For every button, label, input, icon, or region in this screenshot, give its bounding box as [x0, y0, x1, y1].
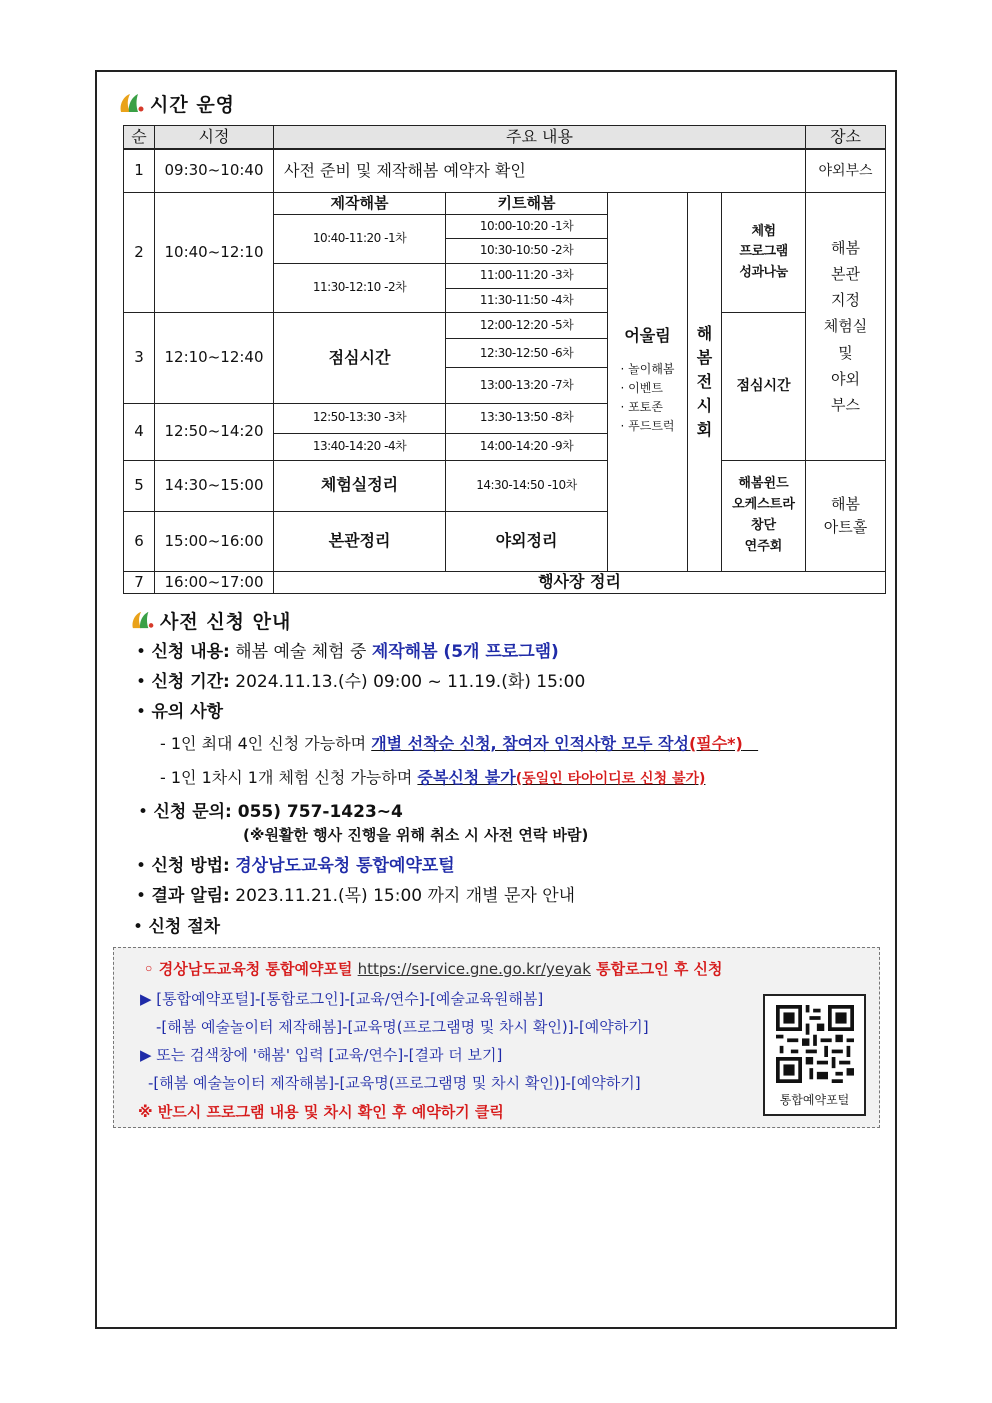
kit-slot: 14:30-14:50 -10차	[446, 460, 608, 511]
make-slot: 10:40-11:20 -1차	[274, 215, 446, 264]
bullet-steps: • 신청 절차	[133, 917, 221, 937]
procedure-line-3: -[해봄 예술놀이터 제작해봄]-[교육명(프로그램명 및 차시 확인)]-[예약하기]	[156, 1018, 649, 1036]
table-row	[124, 193, 886, 215]
leaf-logo-icon	[118, 92, 144, 119]
content-highlight: 제작해봄 (5개 프로그램)	[371, 642, 559, 662]
make-cleanup: 체험실정리	[274, 460, 446, 511]
time-section-label: 시간 운영	[150, 94, 236, 116]
place-line: 야외	[831, 369, 861, 388]
note2-red: (동일인 타아이디로 신청 불가)	[515, 771, 706, 787]
eoullim-item: · 놀이해봄	[620, 361, 675, 376]
content-text: 해봄 예술 체험 중	[235, 642, 367, 662]
leaf-logo-icon	[130, 610, 154, 635]
place-line: 본관	[831, 264, 861, 283]
schedule-table	[123, 125, 886, 594]
concert-cell	[722, 460, 806, 571]
concert-line: 연주회	[744, 538, 783, 554]
eoullim-title: 어울림	[624, 326, 671, 346]
bullet-content: • 신청 내용: 해봄 예술 체험 중 제작해봄 (5개 프로그램)	[136, 642, 559, 662]
row-no: 4	[124, 403, 155, 460]
row-no: 7	[124, 571, 155, 593]
bullet-result: • 결과 알림: 2023.11.21.(목) 15:00 까지 개별 문자 안내	[136, 886, 576, 906]
exhibit-char: 해	[696, 324, 713, 343]
make-cleanup: 본관정리	[274, 511, 446, 571]
bullet-method: • 신청 방법: 경상남도교육청 통합예약포털	[136, 856, 455, 876]
procedure-line-5: -[해봄 예술놀이터 제작해봄]-[교육명(프로그램명 및 차시 확인)]-[예약하기]	[148, 1074, 641, 1092]
kit-slot: 13:00-13:20 -7차	[446, 368, 608, 403]
bullet-notes: • 유의 사항	[136, 702, 224, 722]
kit-cleanup: 야외정리	[446, 511, 608, 571]
eoullim-item: · 푸드트럭	[620, 419, 675, 434]
eoullim-item: · 이벤트	[620, 381, 663, 395]
row-time: 14:30~15:00	[155, 460, 274, 511]
exhibit-char: 봄	[696, 348, 713, 367]
inquiry-text: 신청 문의: 055) 757-1423~4	[153, 802, 403, 822]
make-slot: 11:30-12:10 -2차	[274, 264, 446, 313]
kit-slot: 11:00-11:20 -3차	[446, 264, 608, 289]
qr-label: 통합예약포털	[779, 1093, 850, 1107]
program-share-line: 체험	[751, 223, 776, 239]
exhibit-cell	[688, 193, 722, 572]
method-highlight: 경상남도교육청 통합예약포털	[235, 856, 455, 876]
sub-header-make: 제작해봄	[274, 193, 446, 215]
inquiry-note: (※원활한 행사 진행을 위해 취소 시 사전 연락 바람)	[243, 826, 589, 844]
header-no: 순	[124, 126, 155, 149]
place-line: 부스	[831, 396, 861, 415]
note1-text: - 1인 최대 4인 신청 가능하며	[160, 734, 367, 753]
steps-label: 신청 절차	[148, 917, 221, 937]
row-time: 09:30~10:40	[155, 149, 274, 193]
row-time: 10:40~12:10	[155, 193, 274, 313]
lunch-cell: 점심시간	[722, 313, 806, 460]
period-label: 신청 기간:	[151, 672, 230, 692]
program-share-line: 프로그램	[739, 244, 788, 260]
eoullim-item: · 포토존	[620, 400, 663, 415]
row-time: 12:50~14:20	[155, 403, 274, 460]
period-text: 2024.11.13.(수) 09:00 ~ 11.19.(화) 15:00	[235, 672, 586, 692]
result-label: 결과 알림:	[151, 886, 230, 906]
apply-section-label: 사전 신청 안내	[160, 611, 292, 633]
program-share-line: 성과나눔	[739, 265, 788, 281]
table-row	[124, 313, 886, 339]
procedure-line-6: ※ 반드시 프로그램 내용 및 차시 확인 후 예약하기 클릭	[138, 1103, 504, 1121]
row-no: 5	[124, 460, 155, 511]
place-line: 및	[838, 343, 853, 362]
login-text: 통합로그인 후 신청	[596, 960, 723, 978]
row-no: 1	[124, 149, 155, 193]
portal-name: ◦ 경상남도교육청 통합예약포털	[144, 960, 353, 978]
notes-label: 유의 사항	[151, 702, 224, 722]
make-slot: 12:50-13:30 -3차	[274, 403, 446, 433]
table-row	[124, 149, 886, 193]
note-2	[160, 765, 705, 788]
note-1	[160, 731, 758, 754]
program-share-cell	[722, 193, 806, 313]
method-label: 신청 방법:	[151, 856, 230, 876]
qr-code[interactable]	[763, 994, 866, 1116]
kit-slot: 13:30-13:50 -8차	[446, 403, 608, 433]
sub-header-kit: 키트해봄	[446, 193, 608, 215]
header-place: 장소	[806, 126, 886, 149]
table-row	[124, 571, 886, 593]
row-content: 행사장 정리	[274, 571, 886, 593]
make-slot: 13:40-14:20 -4차	[274, 433, 446, 460]
qr-code-icon	[776, 1005, 854, 1083]
procedure-line-1	[144, 958, 723, 979]
procedure-line-4: ▶ 또는 검색창에 '해봄' 입력 [교육/연수]-[결과 더 보기]	[140, 1046, 503, 1064]
header-time: 시정	[155, 126, 274, 149]
content-label: 신청 내용:	[151, 642, 230, 662]
place-art-cell	[806, 460, 886, 571]
time-section-title	[118, 90, 235, 119]
row-place: 야외부스	[806, 149, 886, 193]
exhibit-char: 전	[696, 372, 713, 391]
row-time: 15:00~16:00	[155, 511, 274, 571]
exhibit-char: 시	[696, 396, 713, 415]
table-header-row	[124, 126, 886, 149]
note2-text: - 1인 1차시 1개 체험 신청 가능하며	[160, 768, 413, 787]
kit-slot: 14:00-14:20 -9차	[446, 433, 608, 460]
row-no: 6	[124, 511, 155, 571]
make-lunch: 점심시간	[274, 313, 446, 403]
bullet-period: • 신청 기간: 2024.11.13.(수) 09:00 ~ 11.19.(화) 15:00	[136, 672, 586, 692]
kit-slot: 12:00-12:20 -5차	[446, 313, 608, 339]
procedure-line-2: ▶ [통합예약포털]-[통합로그인]-[교육/연수]-[예술교육원해봄]	[140, 990, 544, 1008]
place-line: 해봄	[831, 238, 861, 257]
eoullim-cell	[608, 193, 688, 572]
note1-highlight: 개별 선착순 신청, 참여자 인적사항 모두 작성	[371, 734, 689, 753]
place-line: 해봄	[831, 495, 861, 514]
place-main-cell	[806, 193, 886, 461]
row-no: 3	[124, 313, 155, 403]
apply-section-title	[130, 607, 291, 635]
bullet-inquiry: • 신청 문의: 055) 757-1423~4	[138, 802, 403, 822]
row-time: 12:10~12:40	[155, 313, 274, 403]
result-text: 2023.11.21.(목) 15:00 까지 개별 문자 안내	[235, 886, 576, 906]
kit-slot: 12:30-12:50 -6차	[446, 339, 608, 368]
place-line: 체험실	[823, 317, 868, 336]
portal-url-link[interactable]: https://service.gne.go.kr/yeyak	[357, 960, 591, 978]
row-no: 2	[124, 193, 155, 313]
note2-highlight: 중복신청 불가	[417, 768, 516, 787]
concert-line: 창단	[750, 517, 777, 533]
kit-slot: 11:30-11:50 -4차	[446, 289, 608, 313]
place-line: 아트홀	[823, 517, 868, 536]
row-time: 16:00~17:00	[155, 571, 274, 593]
table-row	[124, 460, 886, 511]
exhibit-char: 회	[696, 420, 713, 439]
concert-line: 해봄윈드	[738, 476, 789, 492]
concert-line: 오케스트라	[732, 496, 795, 512]
header-content: 주요 내용	[274, 126, 806, 149]
row-content: 사전 준비 및 제작해봄 예약자 확인	[274, 149, 806, 193]
place-line: 지정	[831, 291, 861, 310]
kit-slot: 10:30-10:50 -2차	[446, 239, 608, 264]
note1-required: (필수*)	[688, 734, 743, 753]
procedure-box	[113, 947, 880, 1128]
kit-slot: 10:00-10:20 -1차	[446, 215, 608, 239]
